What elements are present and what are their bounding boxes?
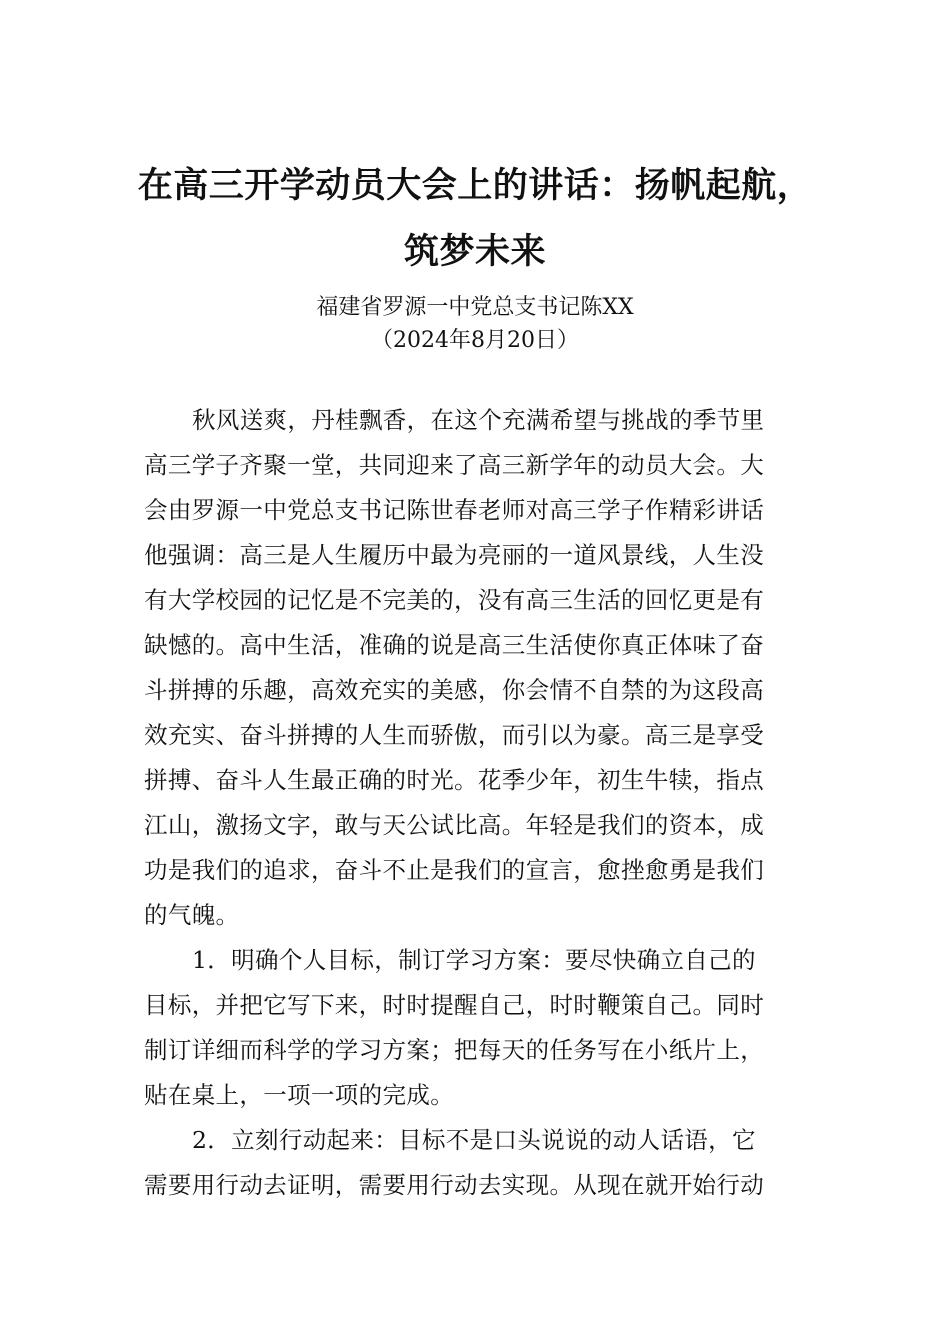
body-line: 秋风送爽，丹桂飘香，在这个充满希望与挑战的季节里	[192, 406, 765, 434]
body-line: 江山，激扬文字，敢与天公试比高。年轻是我们的资本，成	[144, 811, 765, 839]
body-line: 的气魄。	[144, 901, 240, 929]
document-title-line-1: 在高三开学动员大会上的讲话：扬帆起航，	[137, 165, 813, 206]
body-line: 他强调：高三是人生履历中最为亮丽的一道风景线，人生没	[144, 541, 765, 569]
body-line: 效充实、奋斗拼搏的人生而骄傲，而引以为豪。高三是享受	[144, 721, 765, 749]
document-title-line-2: 筑梦未来	[403, 231, 546, 272]
body-line: 1．明确个人目标，制订学习方案：要尽快确立自己的	[192, 946, 756, 974]
body-line: 会由罗源一中党总支书记陈世春老师对高三学子作精彩讲话	[144, 496, 765, 524]
body-line: 缺憾的。高中生活，准确的说是高三生活使你真正体味了奋	[144, 631, 765, 659]
body-line: 高三学子齐聚一堂，共同迎来了高三新学年的动员大会。大	[144, 451, 765, 479]
body-line: 贴在桌上，一项一项的完成。	[144, 1081, 455, 1109]
body-line: 拼搏、奋斗人生最正确的时光。花季少年，初生牛犊，指点	[144, 766, 765, 794]
body-line: 有大学校园的记忆是不完美的，没有高三生活的回忆更是有	[144, 586, 765, 614]
body-line: 目标，并把它写下来，时时提醒自己，时时鞭策自己。同时	[144, 991, 765, 1019]
body-line: 需要用行动去证明，需要用行动去实现。从现在就开始行动	[144, 1171, 765, 1199]
body-line: 功是我们的追求，奋斗不止是我们的宣言，愈挫愈勇是我们	[144, 856, 765, 884]
body-line: 2．立刻行动起来：目标不是口头说说的动人话语，它	[192, 1126, 756, 1154]
body-line: 制订详细而科学的学习方案；把每天的任务写在小纸片上，	[144, 1036, 765, 1064]
body-line: 斗拼搏的乐趣，高效充实的美感，你会情不自禁的为这段高	[144, 676, 765, 704]
date-line: （2024年8月20日）	[371, 328, 579, 353]
author-line: 福建省罗源一中党总支书记陈XX	[316, 295, 634, 320]
